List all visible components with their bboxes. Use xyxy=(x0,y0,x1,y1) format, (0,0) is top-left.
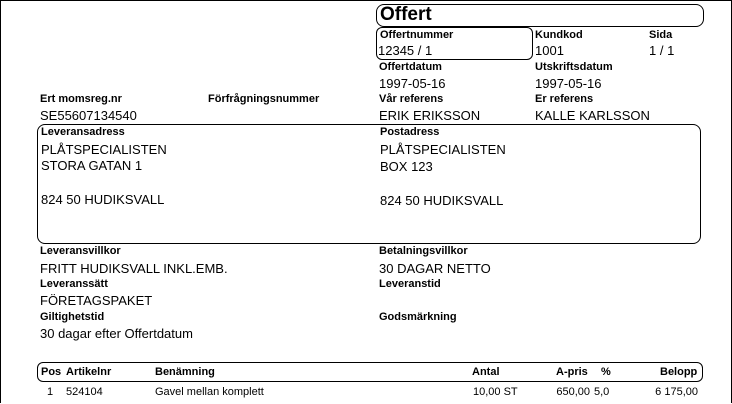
row-qty: 10,00 ST xyxy=(473,386,518,398)
delivery-address-line-2: STORA GATAN 1 xyxy=(41,158,143,173)
offer-number-value: 12345 / 1 xyxy=(378,43,433,58)
delivery-address-label: Leveransadress xyxy=(41,126,125,138)
postal-address-line-4: 824 50 HUDIKSVALL xyxy=(380,193,504,208)
your-reference-value: KALLE KARLSSON xyxy=(535,108,650,123)
delivery-terms-label: Leveransvillkor xyxy=(40,245,121,257)
col-header-unit-price: A-pris xyxy=(556,366,588,378)
col-header-qty: Antal xyxy=(472,366,500,378)
inquiry-number-label: Förfrågningsnummer xyxy=(208,93,320,105)
col-header-article: Artikelnr xyxy=(66,366,112,378)
our-reference-value: ERIK ERIKSSON xyxy=(379,108,481,123)
delivery-address-line-1: PLÅTSPECIALISTEN xyxy=(41,142,167,157)
delivery-method-value: FÖRETAGSPAKET xyxy=(40,293,153,308)
delivery-address-line-4: 824 50 HUDIKSVALL xyxy=(41,192,165,207)
row-percent: 5,0 xyxy=(594,386,610,398)
validity-label: Giltighetstid xyxy=(40,311,105,323)
print-date-value: 1997-05-16 xyxy=(535,76,602,91)
postal-address-line-1: PLÅTSPECIALISTEN xyxy=(380,142,506,157)
payment-terms-value: 30 DAGAR NETTO xyxy=(379,261,491,276)
payment-terms-label: Betalningsvillkor xyxy=(379,245,468,257)
page-value: 1 / 1 xyxy=(649,43,675,58)
customer-code-value: 1001 xyxy=(535,43,564,58)
offer-date-label: Offertdatum xyxy=(379,61,442,73)
our-reference-label: Vår referens xyxy=(379,93,444,105)
delivery-method-label: Leveranssätt xyxy=(40,278,108,290)
col-header-description: Benämning xyxy=(155,366,215,378)
offer-number-label: Offertnummer xyxy=(380,29,454,41)
print-date-label: Utskriftsdatum xyxy=(535,61,613,73)
delivery-time-label: Leveranstid xyxy=(379,278,441,290)
col-header-amount: Belopp xyxy=(660,366,698,378)
validity-value: 30 dagar efter Offertdatum xyxy=(40,326,193,341)
col-header-percent: % xyxy=(601,366,611,378)
goods-marking-label: Godsmärkning xyxy=(379,311,457,323)
vat-number-value: SE55607134540 xyxy=(40,108,137,123)
customer-code-label: Kundkod xyxy=(535,29,583,41)
row-amount: 6 175,00 xyxy=(655,386,698,398)
row-article: 524104 xyxy=(66,386,103,398)
postal-address-label: Postadress xyxy=(380,126,440,138)
postal-address-line-2: BOX 123 xyxy=(380,159,433,174)
delivery-terms-value: FRITT HUDIKSVALL INKL.EMB. xyxy=(40,261,228,276)
row-pos: 1 xyxy=(47,386,54,398)
page-label: Sida xyxy=(649,29,673,41)
your-reference-label: Er referens xyxy=(535,93,594,105)
row-description: Gavel mellan komplett xyxy=(155,386,264,398)
document-title: Offert xyxy=(380,4,432,25)
col-header-pos: Pos xyxy=(41,366,62,378)
row-unit-price: 650,00 xyxy=(556,386,590,398)
vat-number-label: Ert momsreg.nr xyxy=(40,93,122,105)
offer-date-value: 1997-05-16 xyxy=(379,76,446,91)
